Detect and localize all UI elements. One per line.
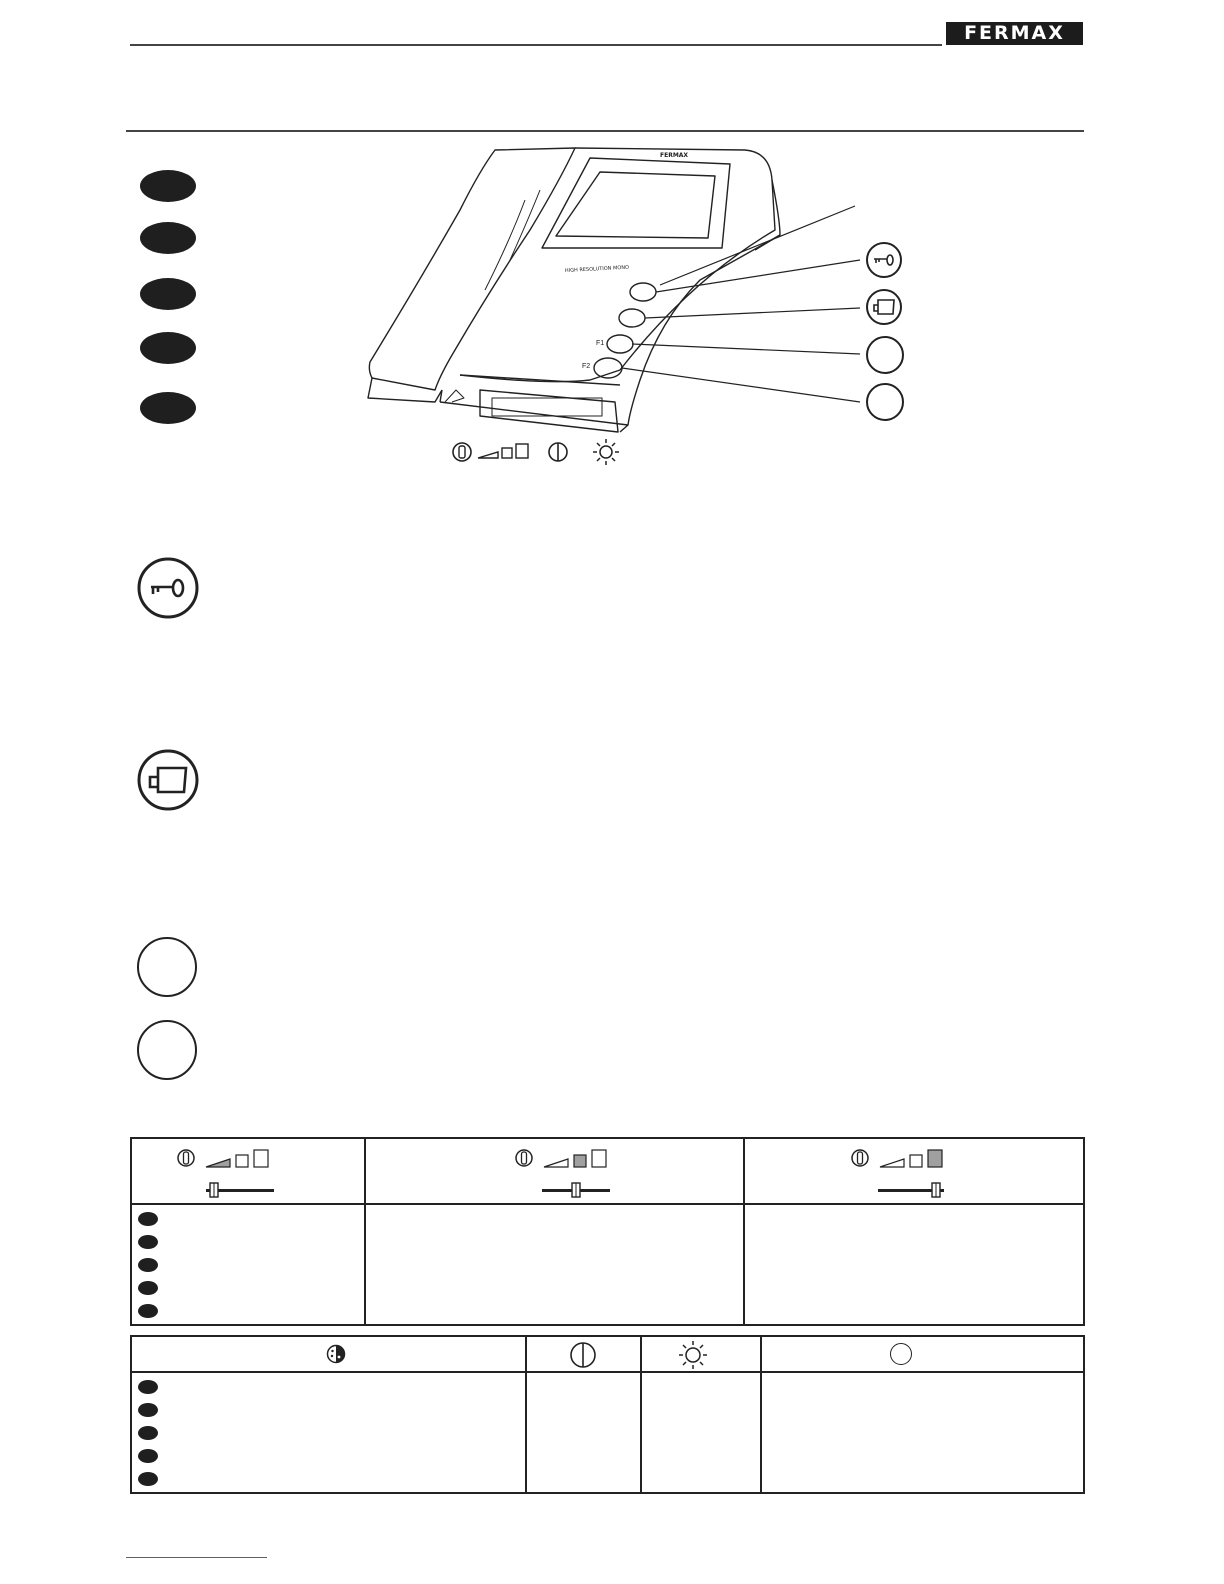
volume-table: [130, 1137, 1085, 1326]
header-rule-bottom: [126, 130, 1084, 132]
camera-icon: [865, 288, 903, 326]
contrast-icon: [549, 443, 567, 461]
volume-row-marker-4: [138, 1281, 158, 1295]
blank-circle-icon: [890, 1343, 912, 1365]
adjust-row-marker-5: [138, 1472, 158, 1486]
call-volume-icon: [453, 443, 528, 461]
adjust-table-header-divider: [132, 1371, 1083, 1373]
settings-icon: [326, 1344, 346, 1364]
adjust-table-col-divider-2: [640, 1337, 642, 1492]
model-label: HIGH RESOLUTION MONO: [564, 264, 630, 274]
f2-section-icon: [137, 1020, 197, 1080]
adjust-row-marker-4: [138, 1449, 158, 1463]
contrast-header-icon: [569, 1341, 597, 1369]
f1-section-icon: [137, 937, 197, 997]
f1-blank-icon: [866, 336, 904, 374]
f2-blank-icon: [866, 383, 904, 421]
language-marker-1: [140, 170, 196, 202]
screen-brand-label: FERMAX: [660, 152, 689, 159]
language-marker-4: [140, 332, 196, 364]
camera-section-icon: [136, 748, 200, 812]
volume-table-col-divider-1: [364, 1139, 366, 1324]
volume-low-icon: [174, 1147, 274, 1203]
door-release-section-icon: [136, 556, 200, 620]
adjust-row-marker-1: [138, 1380, 158, 1394]
adjust-table-col-divider-1: [525, 1337, 527, 1492]
volume-row-marker-1: [138, 1212, 158, 1226]
language-marker-3: [140, 278, 196, 310]
brand-logo: FERMAX: [946, 22, 1083, 45]
header-rule-top: [130, 44, 942, 46]
adjust-table-col-divider-3: [760, 1337, 762, 1492]
monitor-illustration: [360, 140, 920, 470]
f1-label: F1: [596, 340, 605, 347]
volume-table-col-divider-2: [743, 1139, 745, 1324]
volume-row-marker-3: [138, 1258, 158, 1272]
adjust-table: [130, 1335, 1085, 1494]
adjust-row-marker-2: [138, 1403, 158, 1417]
volume-medium-icon: [512, 1147, 612, 1203]
footer-link[interactable]: [126, 1557, 267, 1558]
volume-table-header-divider: [132, 1203, 1083, 1205]
language-marker-2: [140, 222, 196, 254]
brightness-icon: [593, 439, 619, 465]
volume-row-marker-2: [138, 1235, 158, 1249]
brightness-header-icon: [678, 1340, 708, 1370]
volume-high-icon: [848, 1147, 948, 1203]
monitor-controls-icons: [450, 438, 630, 466]
volume-row-marker-5: [138, 1304, 158, 1318]
adjust-row-marker-3: [138, 1426, 158, 1440]
language-marker-5: [140, 392, 196, 424]
f2-label: F2: [582, 363, 591, 370]
door-key-icon: [865, 241, 903, 279]
